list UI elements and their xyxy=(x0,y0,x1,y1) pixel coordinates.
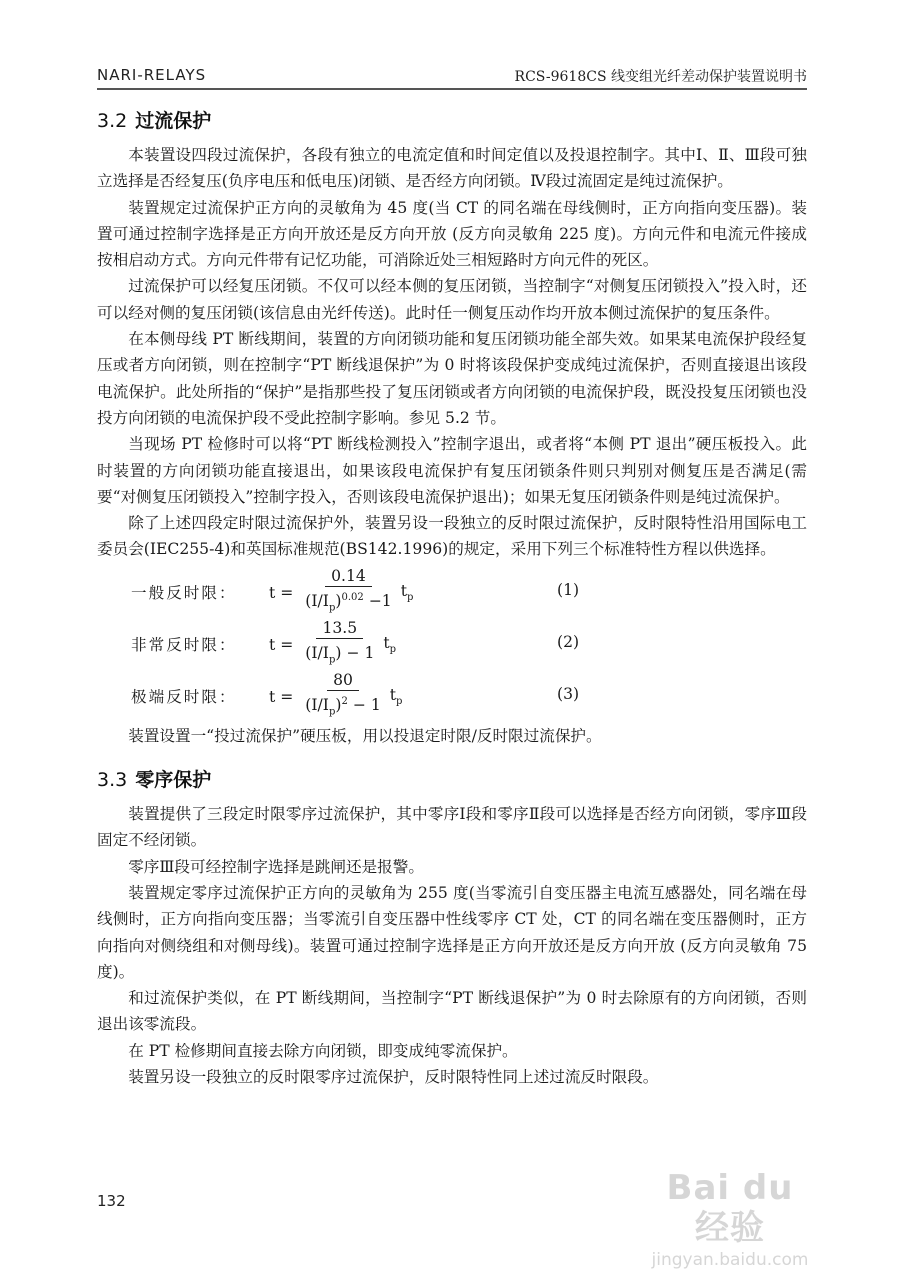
formula-expression xyxy=(269,567,413,619)
paragraph: 装置另设一段独立的反时限零序过流保护，反时限特性同上述过流反时限段。 xyxy=(128,1068,659,1087)
page-header xyxy=(97,64,807,90)
paragraph: 装置设置一“投过流保护”硬压板，用以投退定时限/反时限过流保护。 xyxy=(128,726,602,745)
formula-very-inverse xyxy=(97,619,807,671)
formula-lhs: t = xyxy=(269,583,294,602)
numerator: 0.14 xyxy=(325,566,372,587)
tp-base: t xyxy=(400,582,407,601)
den-close: ) xyxy=(335,696,342,715)
formula-label: 极端反时限： xyxy=(131,687,237,706)
page-number: 132 xyxy=(97,1192,126,1210)
tp-sub: p xyxy=(389,644,397,656)
baidu-watermark xyxy=(645,1168,815,1270)
formula-tp xyxy=(390,686,403,707)
paragraph: 装置规定过流保护正方向的灵敏角为 45 度(当 CT 的同名端在母线侧时，正方向指向变压器)。装置可通过控制字选择是正方向开放还是反方向开放 (反方向灵敏角 225 度)。方向元件和电流元件接成按相启动方式。方向元件带有记忆功能，可消除近处三相短路时方向元件的死区。 xyxy=(97,198,807,270)
formula-lhs: t = xyxy=(269,687,294,706)
paragraph: 当现场 PT 检修时可以将“PT 断线检测投入”控制字退出，或者将“本侧 PT 退出”硬压板投入。此时装置的方向闭锁功能直接退出，如果该段电流保护有复压闭锁条件则只判别对侧复压是否满足(需要“对侧复压闭锁投入”控制字投入，否则该段电流保护退出)；如果无复压闭锁条件则是纯过流保护。 xyxy=(97,435,807,506)
paragraph: 和过流保护类似，在 PT 断线期间，当控制字“PT 断线退保护”为 0 时去除原有的方向闭锁，否则退出该零流段。 xyxy=(97,989,807,1034)
formula-standard-inverse xyxy=(97,567,807,619)
formula-expression xyxy=(269,619,396,671)
section-number: 3.3 xyxy=(97,769,128,792)
formula-expression xyxy=(269,671,402,723)
section-title: 零序保护 xyxy=(135,769,212,792)
formula-label: 非常反时限： xyxy=(131,635,237,654)
fraction xyxy=(299,670,386,723)
den-exp: 2 xyxy=(341,696,348,708)
equation-number: (1) xyxy=(557,580,580,599)
den-sub: p xyxy=(328,706,336,718)
formula-tp xyxy=(401,582,414,603)
section-title: 过流保护 xyxy=(135,110,212,132)
denominator xyxy=(299,691,386,723)
paragraph: 装置提供了三段定时限零序过流保护，其中零序Ⅰ段和零序Ⅱ段可以选择是否经方向闭锁，零序Ⅲ段固定不经闭锁。 xyxy=(97,805,807,850)
paragraph: 装置规定零序过流保护正方向的灵敏角为 255 度(当零流引自变压器主电流互感器处，同名端在母线侧时，正方向指向变压器；当零流引自变压器中性线零序 CT 处，CT 的同名端在变压器侧时，正方向指向对侧绕组和对侧母线)。装置可通过控制字选择是正方向开放还是反方向开放 (反方向灵敏角 75 度)。 xyxy=(97,883,807,981)
paragraph: 在本侧母线 PT 断线期间，装置的方向闭锁功能和复压闭锁功能全部失效。如果某电流保护段经复压或者方向闭锁，则在控制字“PT 断线退保护”为 0 时将该段保护变成纯过流保护，否则直接退出该段电流保护。此处所指的“保护”是指那些投了复压闭锁或者方向闭锁的电流保护段，既没投复压闭锁也没投方向闭锁的电流保护段不受此控制字影响。参见 5.2 节。 xyxy=(97,330,807,427)
denominator xyxy=(299,639,380,671)
numerator: 80 xyxy=(327,670,359,691)
section-number: 3.2 xyxy=(97,110,128,132)
fraction xyxy=(299,566,397,619)
den-base: (I/I xyxy=(305,644,329,663)
den-base: (I/I xyxy=(305,696,329,715)
header-company: NARI-RELAYS xyxy=(97,66,207,84)
numerator: 13.5 xyxy=(316,618,363,639)
section-heading-3-2 xyxy=(97,108,807,134)
den-tail: − 1 xyxy=(341,644,375,663)
paragraph: 除了上述四段定时限过流保护外，装置另设一段独立的反时限过流保护，反时限特性沿用国际电工委员会(IEC255-4)和英国标准规范(BS142.1996)的规定，采用下列三个标准特性方程以供选择。 xyxy=(97,514,807,559)
equation-number: (3) xyxy=(557,684,580,703)
den-tail: −1 xyxy=(363,592,392,611)
den-base: (I/I xyxy=(305,592,329,611)
den-sub: p xyxy=(328,654,336,666)
tp-sub: p xyxy=(396,696,403,708)
page-content xyxy=(97,108,807,1090)
tp-base: t xyxy=(383,634,390,653)
baidu-logo-icon: Bai du 经验 xyxy=(666,1168,794,1248)
paragraph: 在 PT 检修期间直接去除方向闭锁，即变成纯零流保护。 xyxy=(128,1041,518,1060)
tp-base: t xyxy=(389,686,397,705)
paragraph: 过流保护可以经复压闭锁。不仅可以经本侧的复压闭锁，当控制字“对侧复压闭锁投入”投入时，还可以经对侧的复压闭锁(该信息由光纤传送)。此时任一侧复压动作均开放本侧过流保护的复压条件。 xyxy=(97,277,807,322)
tp-sub: p xyxy=(406,592,414,604)
section-spacer xyxy=(97,749,807,767)
paragraph: 本装置设四段过流保护，各段有独立的电流定值和时间定值以及投退控制字。其中Ⅰ、Ⅱ、Ⅲ段可独立选择是否经复压(负序电压和低电压)闭锁、是否经方向闭锁。Ⅳ段过流固定是纯过流保护。 xyxy=(97,146,807,191)
den-close: ) xyxy=(335,592,342,611)
formula-extremely-inverse xyxy=(97,671,807,723)
den-sub: p xyxy=(328,602,336,614)
fraction xyxy=(299,618,380,671)
formula-lhs: t = xyxy=(269,635,294,654)
den-tail: − 1 xyxy=(347,696,381,715)
header-manual-title: RCS-9618CS 线变组光纤差动保护装置说明书 xyxy=(514,69,807,85)
den-exp: 0.02 xyxy=(341,592,364,604)
paragraph: 零序Ⅲ段可经控制字选择是跳闸还是报警。 xyxy=(128,857,424,876)
section-heading-3-3 xyxy=(97,767,807,793)
equation-number: (2) xyxy=(557,632,580,651)
formula-label: 一般反时限： xyxy=(131,583,237,602)
formula-block xyxy=(97,567,807,723)
denominator xyxy=(299,587,397,619)
formula-tp xyxy=(383,634,396,655)
den-close: ) xyxy=(335,644,342,663)
watermark-url: jingyan.baidu.com xyxy=(651,1250,809,1270)
